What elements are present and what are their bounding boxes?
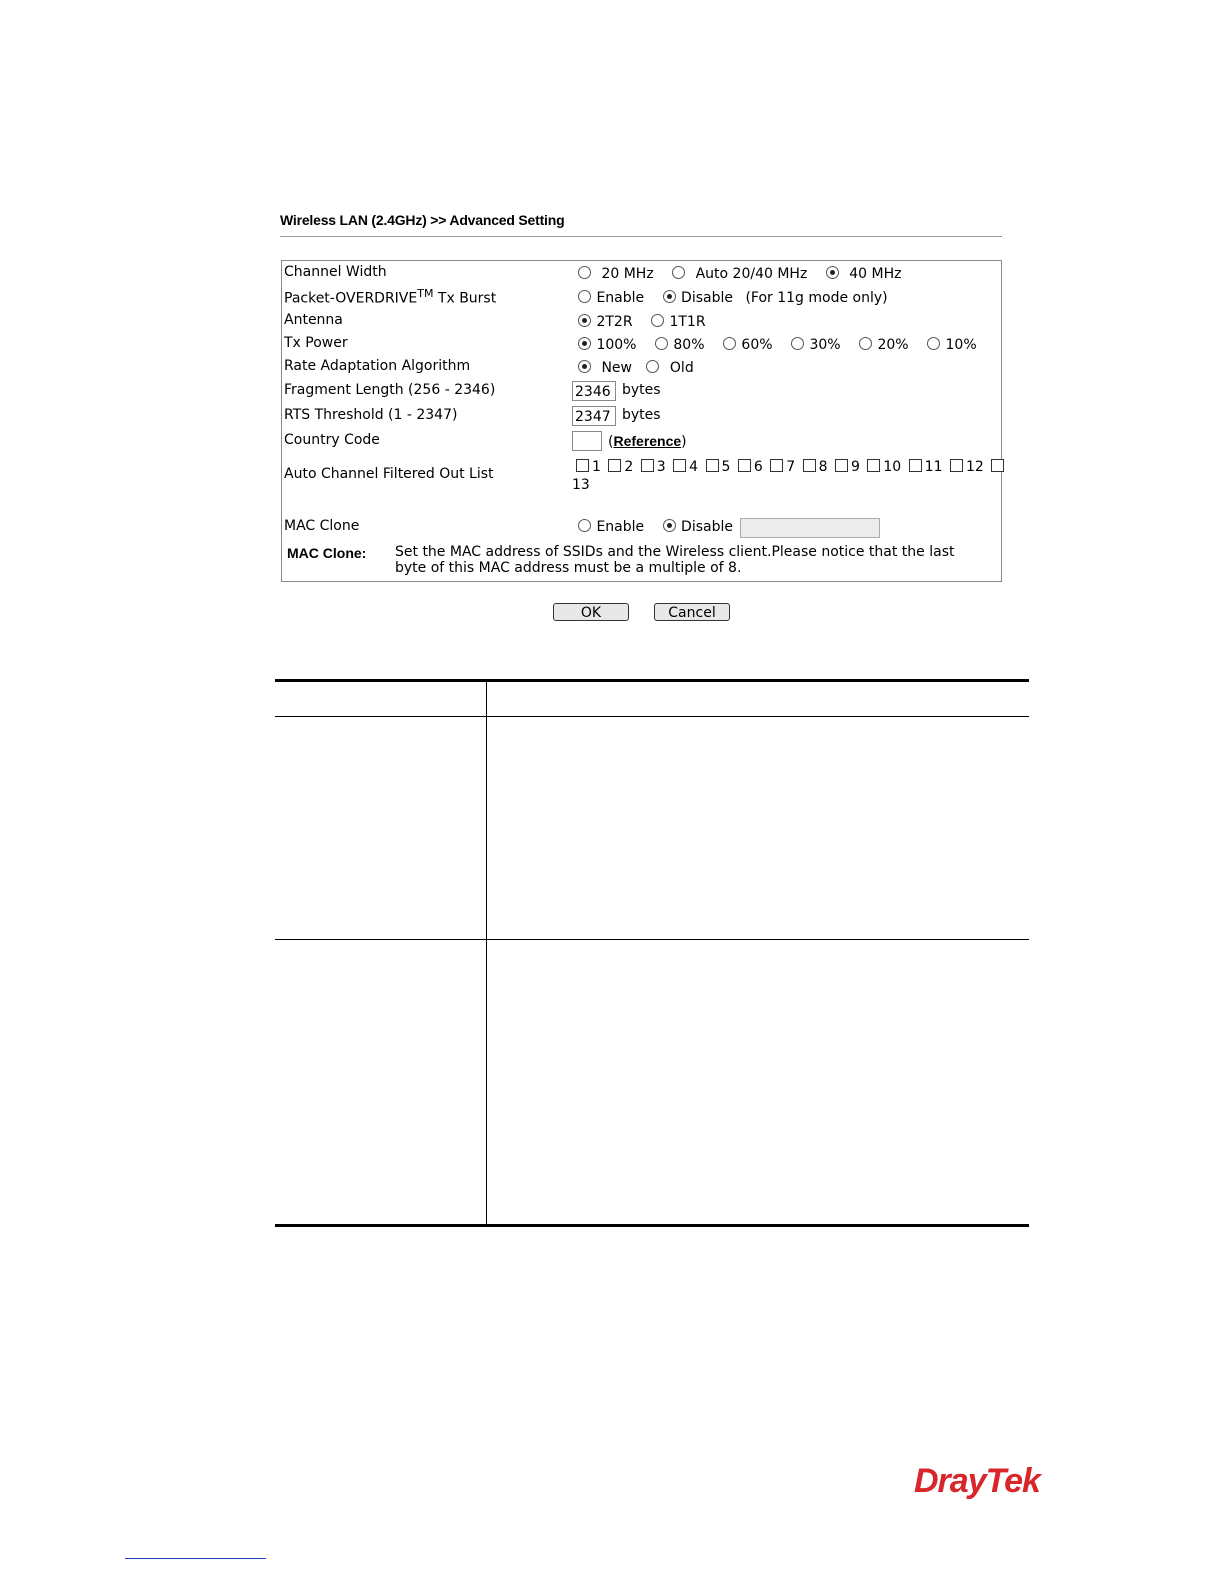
channel-2-checkbox[interactable] (608, 459, 621, 472)
rts-threshold-input[interactable]: 2347 (572, 406, 616, 426)
tx-power-30-radio[interactable] (791, 337, 804, 350)
channel-11-label: 11 (924, 459, 943, 475)
auto-channel-checkbox-row (576, 459, 1004, 475)
antenna-1t1r-label: 1T1R (669, 314, 706, 330)
channel-width-40mhz-radio[interactable] (826, 266, 839, 279)
channel-width-auto-label: Auto 20/40 MHz (695, 266, 808, 282)
tx-burst-disable-label: Disable (681, 290, 733, 306)
tx-power-60-radio[interactable] (723, 337, 736, 350)
channel-8-label: 8 (818, 459, 828, 475)
reference-open-paren: ( (608, 434, 614, 450)
table-row-divider (275, 939, 1029, 940)
mac-clone-options (578, 519, 733, 535)
tx-burst-label-tail: Tx Burst (433, 290, 497, 307)
rate-adaptation-old-radio[interactable] (646, 360, 659, 373)
channel-5-checkbox[interactable] (706, 459, 719, 472)
mac-clone-label: MAC Clone (284, 518, 360, 534)
country-code-reference (608, 433, 687, 450)
channel-1-label: 1 (592, 459, 601, 475)
table-header-rule (275, 716, 1029, 717)
tx-burst-label-main: Packet-OVERDRIVE (284, 290, 418, 307)
country-code-input[interactable] (572, 431, 602, 451)
tx-power-10-radio[interactable] (927, 337, 940, 350)
channel-6-checkbox[interactable] (738, 459, 751, 472)
channel-9-checkbox[interactable] (835, 459, 848, 472)
table-top-rule (275, 679, 1029, 682)
tx-power-100-label: 100% (596, 337, 637, 353)
tx-power-10-label: 10% (945, 337, 977, 353)
reference-close-paren: ) (681, 434, 687, 450)
table-bottom-rule (275, 1224, 1029, 1227)
country-code-label: Country Code (284, 432, 380, 448)
tx-power-20-label: 20% (877, 337, 909, 353)
mac-clone-note-line1: Set the MAC address of SSIDs and the Wireless client.Please notice that the last (395, 544, 955, 560)
channel-11-checkbox[interactable] (909, 459, 922, 472)
channel-width-label: Channel Width (284, 264, 387, 280)
tx-burst-label-sup: TM (417, 287, 434, 300)
tx-power-100-radio[interactable] (578, 337, 591, 350)
channel-width-20mhz-radio[interactable] (578, 266, 591, 279)
channel-10-label: 10 (883, 459, 902, 475)
cancel-button[interactable]: Cancel (654, 603, 730, 621)
channel-13-label: 13 (572, 477, 590, 493)
tx-burst-enable-radio[interactable] (578, 290, 591, 303)
channel-2-label: 2 (624, 459, 634, 475)
channel-3-checkbox[interactable] (641, 459, 654, 472)
antenna-1t1r-radio[interactable] (651, 314, 664, 327)
channel-4-label: 4 (689, 459, 699, 475)
channel-12-label: 12 (965, 459, 984, 475)
channel-8-checkbox[interactable] (803, 459, 816, 472)
channel-7-checkbox[interactable] (770, 459, 783, 472)
mac-clone-note-line2: byte of this MAC address must be a multiple of 8. (395, 560, 742, 576)
tx-burst-note: (For 11g mode only) (745, 290, 888, 306)
channel-6-label: 6 (753, 459, 763, 475)
tx-burst-disable-radio[interactable] (663, 290, 676, 303)
mac-clone-input[interactable] (740, 518, 880, 538)
tx-burst-options (578, 290, 888, 306)
mac-clone-disable-radio[interactable] (663, 519, 676, 532)
channel-7-label: 7 (786, 459, 796, 475)
tx-power-60-label: 60% (741, 337, 773, 353)
draytek-logo: DrayTek (914, 1462, 1040, 1500)
antenna-2t2r-radio[interactable] (578, 314, 591, 327)
mac-clone-note-heading: MAC Clone: (287, 545, 367, 561)
footer-link-underline (125, 1558, 266, 1559)
table-column-divider (486, 679, 487, 1227)
tx-power-20-radio[interactable] (859, 337, 872, 350)
channel-4-checkbox[interactable] (673, 459, 686, 472)
fragment-length-unit: bytes (622, 382, 661, 398)
channel-1-checkbox[interactable] (576, 459, 589, 472)
fragment-length-label: Fragment Length (256 - 2346) (284, 382, 496, 398)
antenna-options (578, 314, 706, 330)
ok-button[interactable]: OK (553, 603, 629, 621)
tx-power-label: Tx Power (284, 335, 348, 351)
mac-clone-disable-label: Disable (681, 519, 733, 535)
rts-threshold-unit: bytes (622, 407, 661, 423)
antenna-label: Antenna (284, 312, 343, 328)
tx-burst-label (284, 287, 496, 307)
channel-12-checkbox[interactable] (950, 459, 963, 472)
channel-width-options (578, 266, 901, 282)
mac-clone-enable-label: Enable (596, 519, 645, 535)
channel-width-40mhz-label: 40 MHz (849, 266, 902, 282)
title-divider (280, 236, 1002, 237)
rate-adaptation-new-radio[interactable] (578, 360, 591, 373)
channel-width-auto-radio[interactable] (672, 266, 685, 279)
tx-power-30-label: 30% (809, 337, 841, 353)
tx-burst-enable-label: Enable (596, 290, 645, 306)
channel-13-checkbox[interactable] (991, 459, 1004, 472)
reference-link[interactable]: Reference (613, 433, 682, 449)
auto-channel-label: Auto Channel Filtered Out List (284, 466, 494, 482)
rate-adaptation-old-label: Old (669, 360, 694, 376)
channel-10-checkbox[interactable] (867, 459, 880, 472)
channel-width-20mhz-label: 20 MHz (601, 266, 654, 282)
rts-threshold-label: RTS Threshold (1 - 2347) (284, 407, 458, 423)
antenna-2t2r-label: 2T2R (596, 314, 633, 330)
page-title: Wireless LAN (2.4GHz) >> Advanced Setting (280, 212, 565, 228)
tx-power-80-radio[interactable] (655, 337, 668, 350)
rate-adaptation-new-label: New (601, 360, 632, 376)
tx-power-options (578, 337, 977, 353)
rate-adaptation-label: Rate Adaptation Algorithm (284, 358, 471, 374)
mac-clone-enable-radio[interactable] (578, 519, 591, 532)
channel-9-label: 9 (851, 459, 860, 475)
fragment-length-input[interactable]: 2346 (572, 381, 616, 401)
rate-adaptation-options (578, 360, 694, 376)
tx-power-80-label: 80% (673, 337, 705, 353)
channel-3-label: 3 (656, 459, 666, 475)
channel-5-label: 5 (721, 459, 731, 475)
